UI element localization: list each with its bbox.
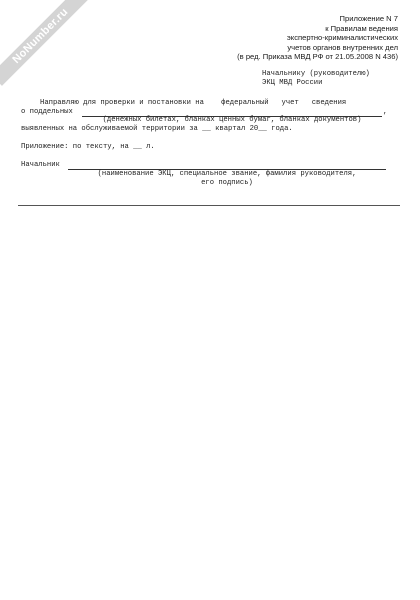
comma: ,: [383, 108, 388, 116]
paragraph-start: Направляю для проверки и постановки на федеральный учет сведения: [40, 99, 347, 107]
appendix-line: (в ред. Приказа МВД РФ от 21.05.2008 N 436): [237, 52, 398, 62]
hint-signature-1: (наименование ЭКЦ, специальное звание, фамилия руководителя,: [97, 170, 357, 178]
hint-items: (денежных билетах, бланках ценных бумаг, бланках документов): [102, 116, 362, 124]
hint-signature-2: его подпись): [201, 179, 253, 187]
counterfeit-label: о поддельных: [21, 108, 73, 116]
paragraph-period: выявленных на обслуживаемой территории за __ квартал 20__ года.: [21, 125, 293, 133]
appendix-line: Приложение N 7: [339, 14, 398, 23]
chief-label: Начальник: [21, 161, 60, 169]
watermark: NoNumber.ru: [0, 0, 90, 86]
bottom-rule: [18, 205, 400, 206]
addressee-line: ЭКЦ МВД России: [262, 79, 323, 88]
appendix-line: учетов органов внутренних дел: [287, 42, 398, 52]
addressee-line: Начальнику (руководителю): [262, 70, 370, 78]
addressee-block: [262, 70, 370, 89]
appendix-header: [168, 14, 398, 62]
appendix-line: к Правилам ведения: [325, 23, 398, 33]
appendix-line: экспертно-криминалистических: [286, 33, 398, 43]
attachment-line: Приложение: по тексту, на __ л.: [21, 143, 155, 151]
